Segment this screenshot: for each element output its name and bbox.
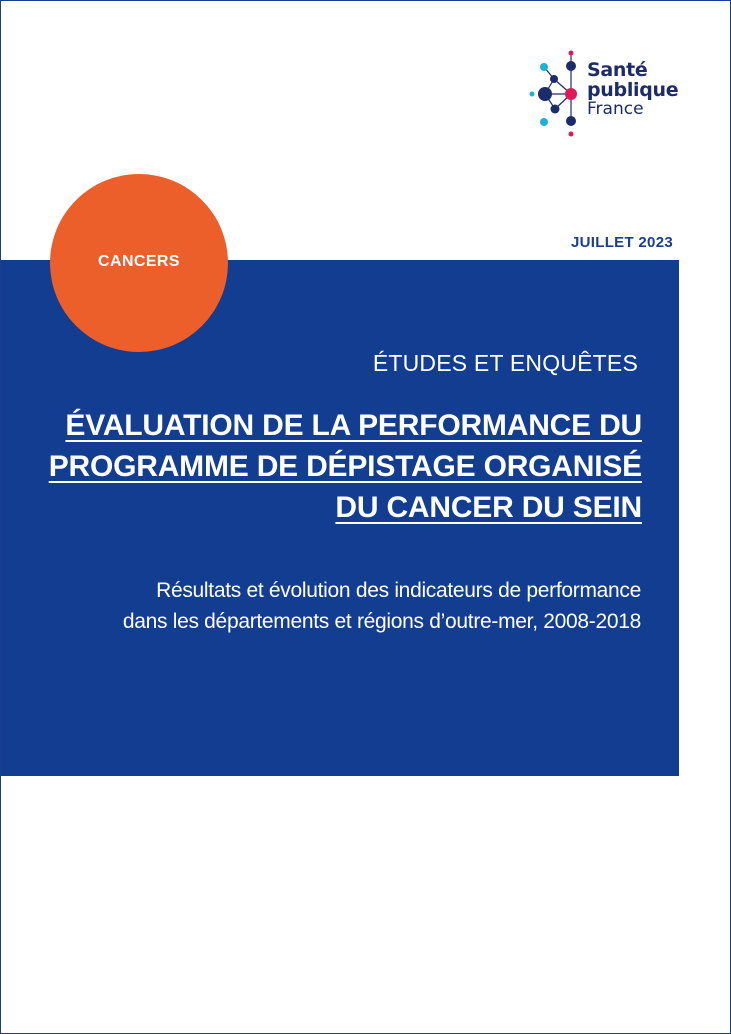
subtitle-line: Résultats et évolution des indicateurs de performance — [156, 579, 641, 602]
title-line: ÉVALUATION DE LA PERFORMANCE DU — [65, 409, 642, 442]
category-badge — [50, 174, 228, 352]
publication-date: JUILLET 2023 — [571, 234, 673, 251]
report-subtitle — [21, 575, 641, 637]
molecule-logo-icon — [527, 49, 587, 139]
series-label: ÉTUDES ET ENQUÊTES — [372, 350, 638, 376]
title-line: PROGRAMME DE DÉPISTAGE ORGANISÉ — [48, 450, 642, 483]
logo-line-france: France — [587, 99, 644, 119]
sante-publique-france-logo — [527, 49, 697, 139]
logo-line-publique: publique — [587, 79, 679, 101]
logo-line-sante: Santé — [587, 59, 648, 81]
title-line: DU CANCER DU SEIN — [335, 491, 642, 524]
logo-wordmark — [587, 61, 678, 118]
report-title — [22, 405, 642, 528]
subtitle-line: dans les départements et régions d’outre-mer, 2008-2018 — [122, 610, 641, 633]
category-label: CANCERS — [98, 252, 180, 270]
